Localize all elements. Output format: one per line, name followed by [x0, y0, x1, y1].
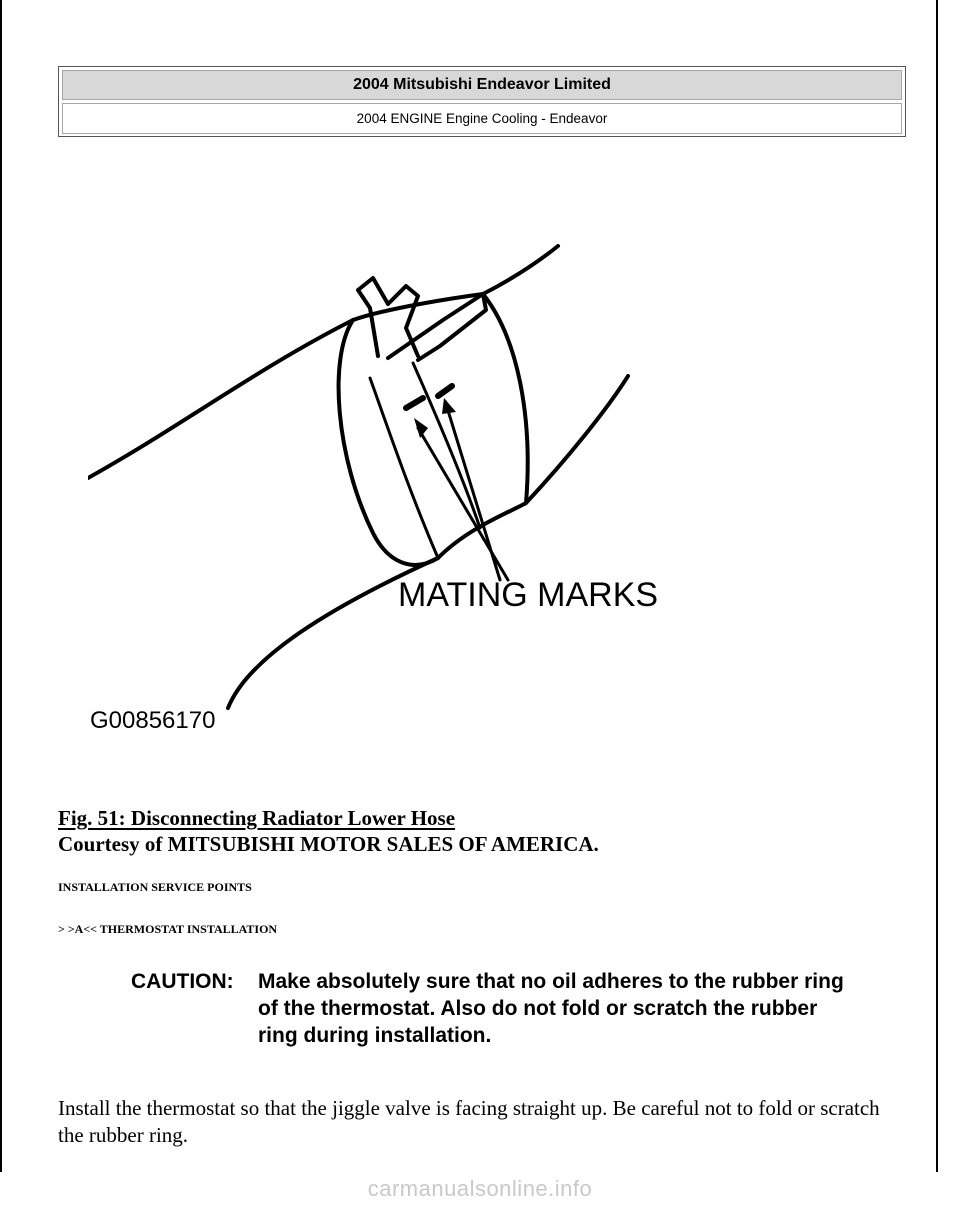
- header-title: 2004 Mitsubishi Endeavor Limited: [62, 70, 902, 100]
- caution-text: Make absolutely sure that no oil adheres to the rubber ring of the thermostat. Also do not fold or scratch the rubber ring during installation.: [258, 970, 844, 1047]
- hose-clamp-illustration: [88, 228, 708, 748]
- header-subtitle: 2004 ENGINE Engine Cooling - Endeavor: [62, 103, 902, 134]
- page-border-right: [936, 0, 938, 1172]
- figure-label: MATING MARKS: [398, 576, 659, 614]
- document-header: [58, 66, 906, 137]
- section-subheading: > >A<< THERMOSTAT INSTALLATION: [58, 922, 278, 936]
- footer-watermark: carmanualsonline.info: [367, 1176, 593, 1201]
- figure-courtesy: Courtesy of MITSUBISHI MOTOR SALES OF AMERICA.: [58, 832, 599, 856]
- body-paragraph: Install the thermostat so that the jiggle valve is facing straight up. Be careful not to fold or scratch the rubber ring.: [58, 1096, 880, 1147]
- section-heading: INSTALLATION SERVICE POINTS: [58, 880, 252, 894]
- figure-caption[interactable]: Fig. 51: Disconnecting Radiator Lower Hose: [58, 806, 456, 830]
- page-border-left: [0, 0, 2, 1172]
- caution-block: [131, 968, 891, 1049]
- caution-label: CAUTION:: [131, 970, 234, 993]
- figure-code: G00856170: [90, 707, 216, 734]
